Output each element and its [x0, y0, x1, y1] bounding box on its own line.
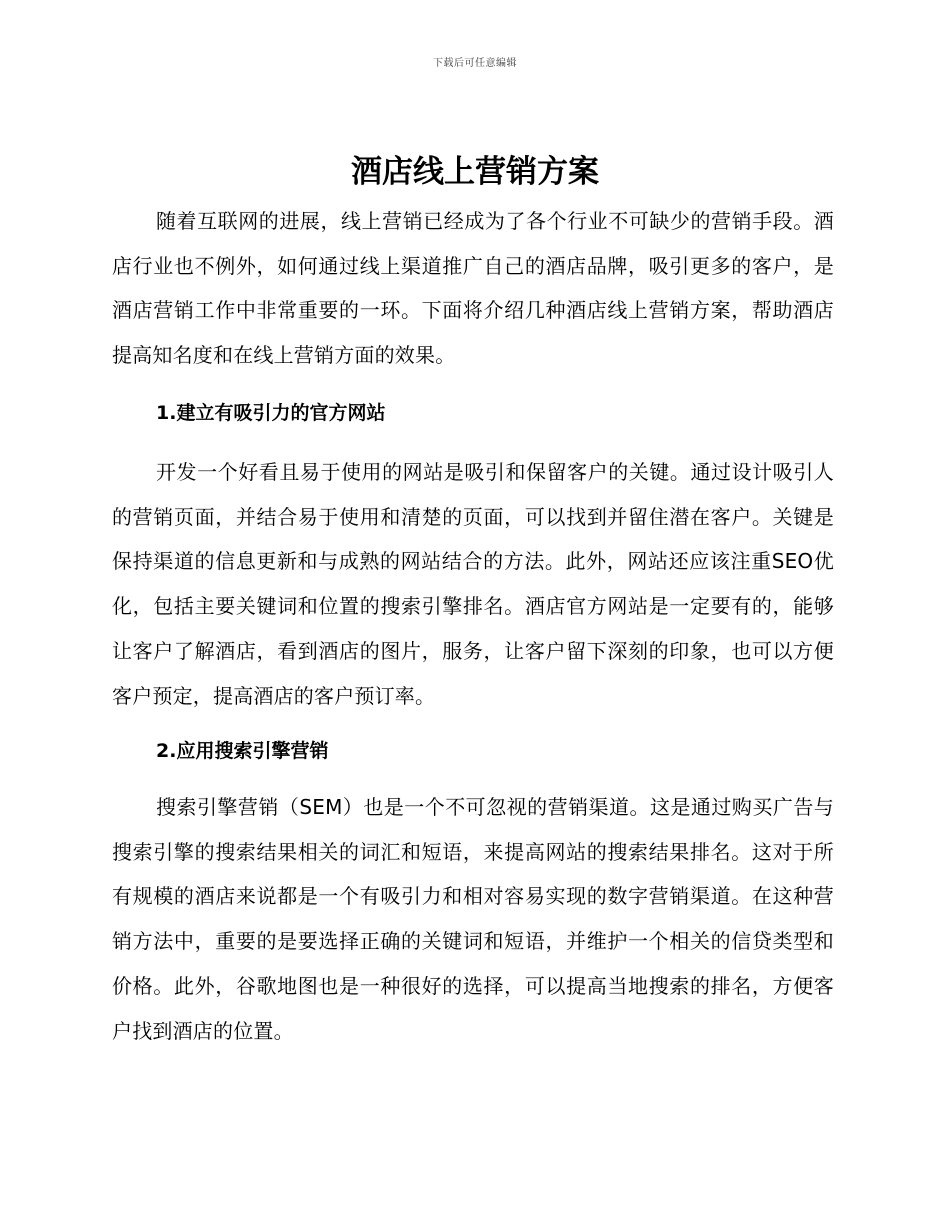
header-note: 下载后可任意编辑 [433, 58, 517, 69]
section-heading-sem: 2.应用搜索引擎营销 [156, 740, 329, 762]
document-title: 酒店线上营销方案 [351, 154, 599, 190]
section-heading-website: 1.建立有吸引力的官方网站 [156, 402, 386, 424]
intro-paragraph: 随着互联网的进展，线上营销已经成为了各个行业不可缺少的营销手段。酒店行业也不例外，如何通过线上渠道推广自己的酒店品牌，吸引更多的客户，是酒店营销工作中非常重要的一环。下面将介绍几种酒店线上营销方案，帮助酒店提高知名度和在线上营销方面的效果。 [112, 209, 834, 368]
section-body-sem: 搜索引擎营销（SEM）也是一个不可忽视的营销渠道。这是通过购买广告与搜索引擎的搜索结果相关的词汇和短语，来提高网站的搜索结果排名。这对于所有规模的酒店来说都是一个有吸引力和相对容易实现的数字营销渠道。在这种营销方法中，重要的是要选择正确的关键词和短语，并维护一个相关的信贷类型和价格。此外，谷歌地图也是一种很好的选择，可以提高当地搜索的排名，方便客户找到酒店的位置。 [112, 795, 834, 1043]
section-body-website: 开发一个好看且易于使用的网站是吸引和保留客户的关键。通过设计吸引人的营销页面，并结合易于使用和清楚的页面，可以找到并留住潜在客户。关键是保持渠道的信息更新和与成熟的网站结合的方法。此外，网站还应该注重SEO优化，包括主要关键词和位置的搜索引擎排名。酒店官方网站是一定要有的，能够让客户了解酒店，看到酒店的图片，服务，让客户留下深刻的印象，也可以方便客户预定，提高酒店的客户预订率。 [112, 460, 834, 708]
